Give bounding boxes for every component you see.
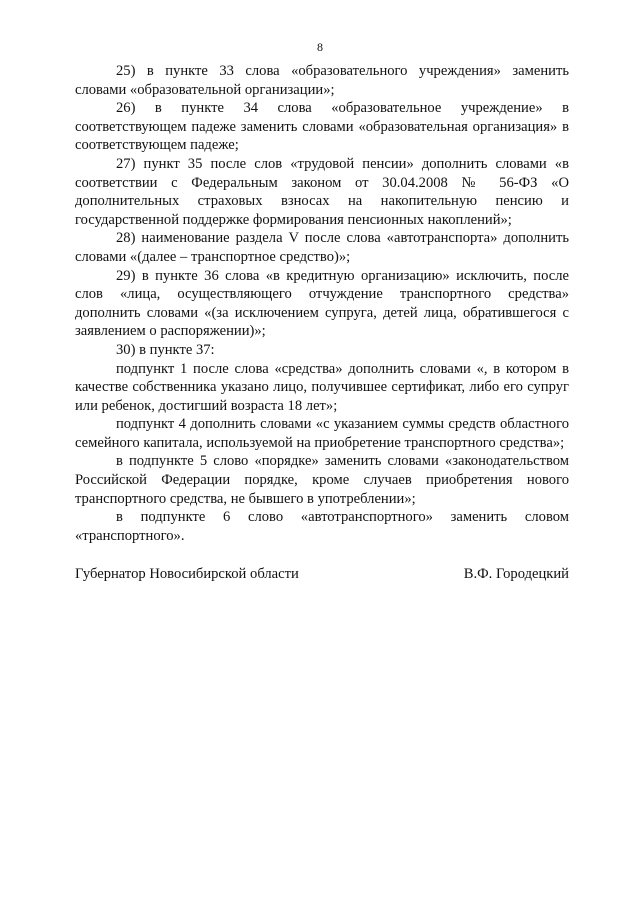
subparagraph-1: подпункт 1 после слова «средства» дополнить словами «, в котором в качестве собственника указано лицо, получившее сертификат, либо его супруг или ребенок, достигший возраста 18 лет»; xyxy=(75,360,569,414)
paragraph-29: 29) в пункте 36 слова «в кредитную организацию» исключить, после слов «лица, осуществляющего отчуждение транспортного средства» дополнить словами «(за исключением супруга, детей лица, обратившегося с заявлением о распоряжении)»; xyxy=(75,267,569,340)
paragraph-25: 25) в пункте 33 слова «образовательного учреждения» заменить словами «образовательной организации»; xyxy=(75,63,569,98)
signatory-name: В.Ф. Городецкий xyxy=(463,566,569,582)
paragraph-28: 28) наименование раздела V после слова «автотранспорта» дополнить словами «(далее – транспортное средство)»; xyxy=(75,230,569,265)
document-body xyxy=(75,62,569,545)
signature-block xyxy=(75,565,569,584)
paragraph-30: 30) в пункте 37: xyxy=(116,341,215,358)
subparagraph-6: в подпункте 6 слово «автотранспортного» заменить словом «транспортного». xyxy=(75,509,569,544)
paragraph-27: 27) пункт 35 после слов «трудовой пенсии» дополнить словами «в соответствии с Федеральным законом от 30.04.2008 № 56-ФЗ «О дополнительных страховых взносах на накопительную пенсию и государственной поддержке формирования пенсионных накоплений»; xyxy=(75,155,569,228)
paragraph-26: 26) в пункте 34 слова «образовательное учреждение» в соответствующем падеже заменить словами «образовательная организация» в соответствующем падеже; xyxy=(75,100,569,154)
subparagraph-4: подпункт 4 дополнить словами «с указанием суммы средств областного семейного капитала, используемой на приобретение транспортного средства»; xyxy=(75,416,569,451)
signatory-position: Губернатор Новосибирской области xyxy=(75,566,299,582)
page-number: 8 xyxy=(317,40,323,54)
subparagraph-5: в подпункте 5 слово «порядке» заменить словами «законодательством Российской Федерации порядке, кроме случаев приобретения нового транспортного средства, не бывшего в употреблении»; xyxy=(75,453,569,507)
